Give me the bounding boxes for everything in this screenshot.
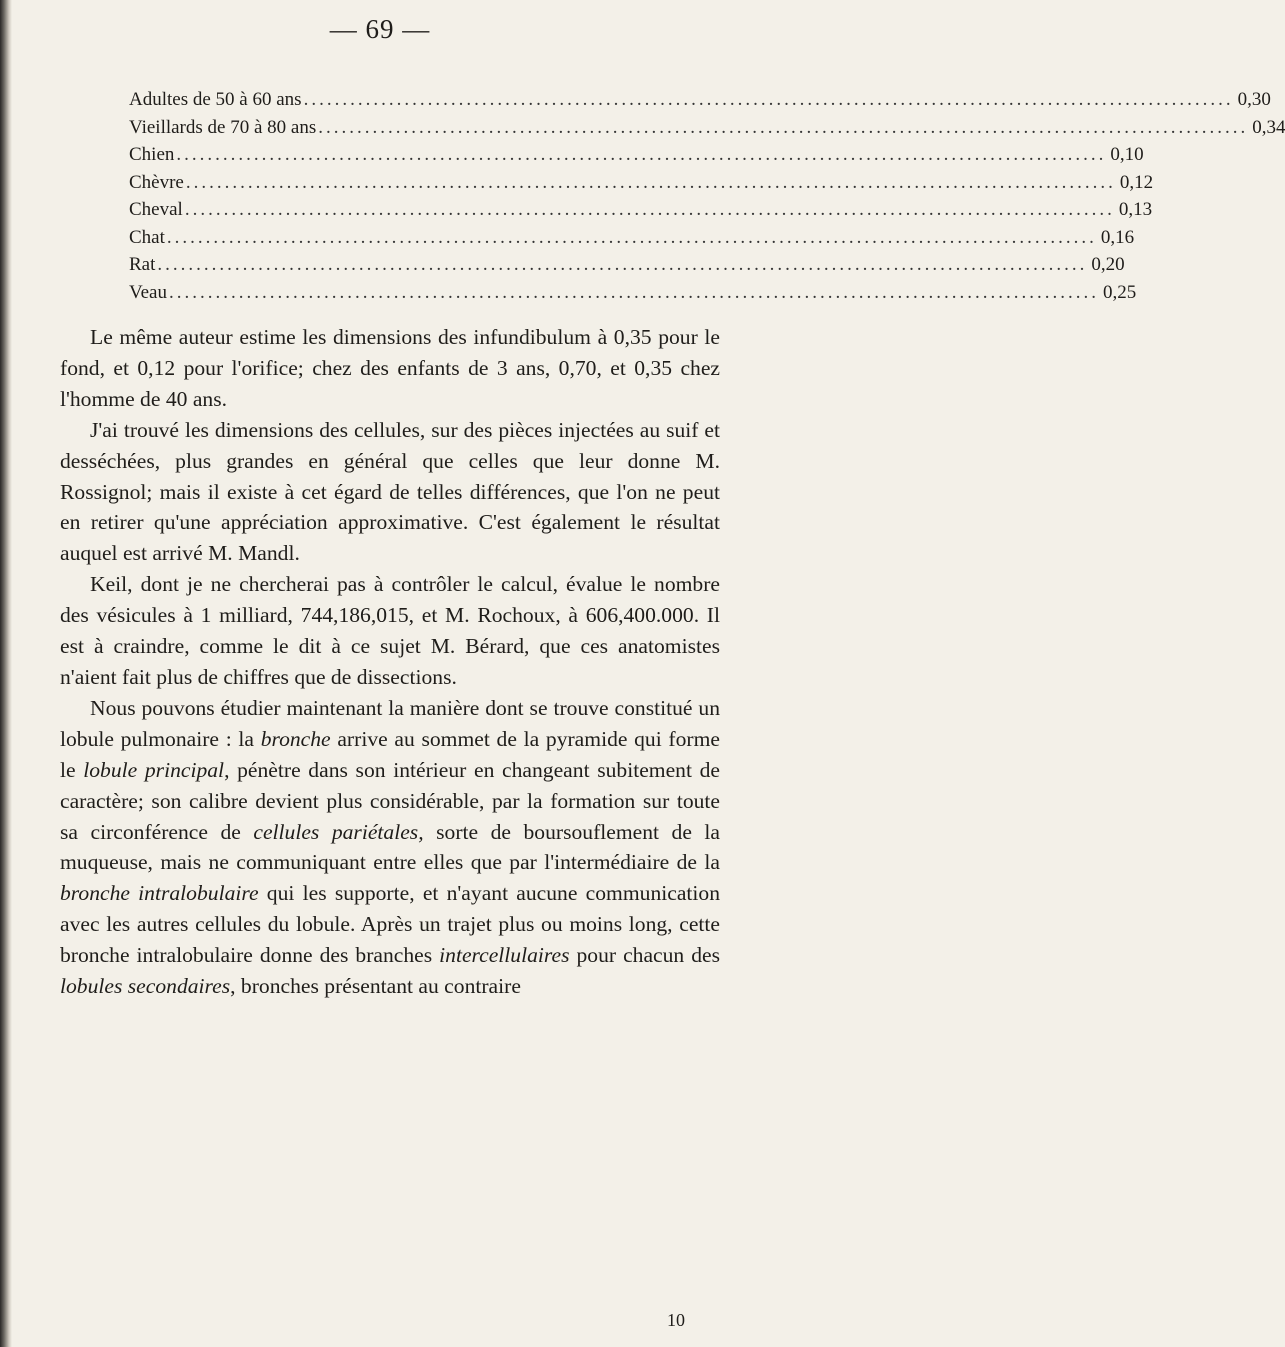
text-run: Nous pouvons étudier maintenant la manière dont se trouve constitué un lobule pulmonaire : la [60, 695, 720, 751]
table-row [129, 169, 1154, 197]
row-label: Vieillards de 70 à 80 ans [129, 116, 317, 138]
row-value: 0,25 [1102, 281, 1137, 303]
paragraph-cell-dimensions: J'ai trouvé les dimensions des cellules, sur des pièces injectées au suif et desséchées, plus grandes en général que celles que leur donne M. Rossignol; mais il existe à cet égard de telles différences, que l'on ne peut en retirer qu'une appréciation approximative. C'est également le résultat auquel est arrivé M. Mandl. [60, 417, 720, 566]
dot-leader: ........................................................................................................................ [176, 144, 1107, 165]
row-label: Adultes de 50 à 60 ans [129, 89, 302, 110]
row-value: 0,34 [1252, 116, 1285, 138]
row-value: 0,10 [1110, 144, 1144, 165]
text-run: sorte de boursouflement de la muqueuse, mais ne communiquant entre elles que par l'intermédiaire de la [60, 819, 720, 875]
table-row [129, 141, 1144, 169]
table-row [129, 224, 1135, 252]
dot-leader: ........................................................................................................................ [157, 254, 1088, 275]
italic-term: cellules pariétales, [253, 819, 424, 844]
row-value: 0,30 [1237, 89, 1271, 110]
body-text [60, 322, 720, 1002]
dot-leader: ........................................................................................................................ [184, 199, 1115, 220]
text-run: pour chacun des [569, 943, 720, 968]
italic-term: intercellulaires [439, 943, 570, 968]
row-label: Chien [129, 144, 175, 165]
text-run: , bronches présentant au contraire [230, 974, 521, 999]
signature-mark: 10 [667, 1310, 685, 1330]
row-label: Rat [129, 254, 156, 275]
row-value: 0,20 [1091, 254, 1125, 275]
paragraph-pulmonary-lobule [60, 693, 720, 1002]
dot-leader: ........................................................................................................................ [303, 89, 1234, 110]
italic-term: lobule principal [83, 757, 225, 782]
text-run: qui les supporte, et n'ayant aucune communication avec les autres cellules du lobule. Après un trajet plus ou moins long, cette bronche intralobulaire donne des branches [60, 881, 720, 968]
row-label: Chat [129, 226, 165, 248]
row-label: Cheval [129, 199, 183, 220]
paragraph-infundibulum: Le même auteur estime les dimensions des infundibulum à 0,35 pour le fond, et 0,12 pour l'orifice; chez des enfants de 3 ans, 0,70, et 0,35 chez l'homme de 40 ans. [60, 325, 720, 411]
italic-term: lobules secondaires [60, 974, 231, 999]
row-value: 0,13 [1118, 199, 1153, 220]
italic-term: bronche [260, 726, 331, 751]
row-value: 0,12 [1119, 171, 1154, 193]
measurements-table [129, 86, 1285, 306]
table-row [129, 86, 1271, 114]
page-number: — 69 — [329, 14, 431, 44]
dot-leader: ........................................................................................................................ [318, 116, 1249, 138]
dot-leader: ........................................................................................................................ [166, 226, 1097, 248]
table-row [129, 279, 1137, 307]
row-value: 0,16 [1100, 226, 1135, 248]
row-label: Veau [129, 281, 167, 303]
table-row [129, 251, 1125, 279]
row-label: Chèvre [129, 171, 184, 193]
dot-leader: ........................................................................................................................ [185, 171, 1116, 193]
dot-leader: ........................................................................................................................ [168, 281, 1099, 303]
paragraph-vesicle-count: Keil, dont je ne chercherai pas à contrôler le calcul, évalue le nombre des vésicules à 1 milliard, 744,186,015, et M. Rochoux, à 606,400.000. Il est à craindre, comme le dit à ce sujet M. Bérard, que ces anatomistes n'aient fait plus de chiffres que de dissections. [60, 572, 720, 689]
text-run: , pénètre dans son intérieur en changeant subitement de caractère; son calibre devient plus considérable, par la formation sur toute sa circonférence de [60, 757, 721, 844]
table-row [129, 196, 1153, 224]
italic-term: bronche intralobulaire [60, 881, 259, 906]
table-row [129, 114, 1285, 142]
text-run: arrive au sommet de la pyramide qui forme le [60, 726, 720, 782]
